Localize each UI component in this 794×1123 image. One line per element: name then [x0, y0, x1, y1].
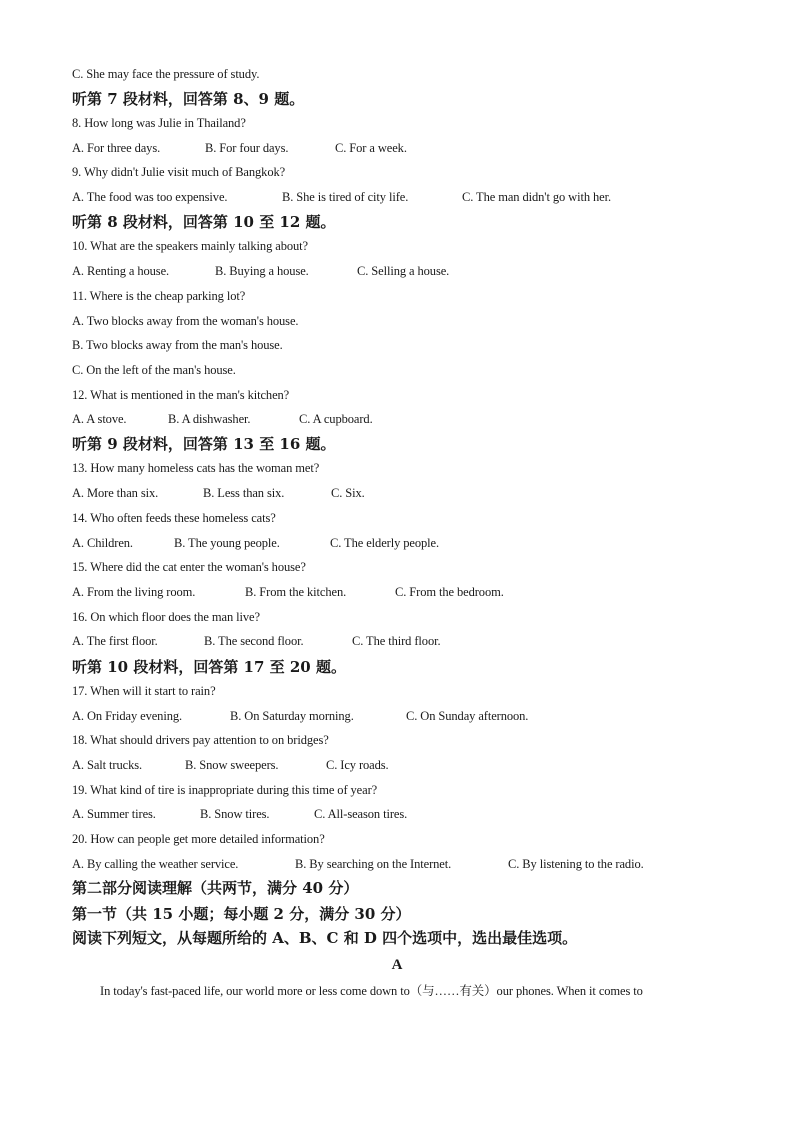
section-heading: 阅读下列短文，从每题所给的 A、B、C 和 D 四个选项中，选出最佳选项。 [72, 929, 578, 947]
section-heading: 第二部分阅读理解（共两节，满分 40 分） [72, 879, 359, 897]
answer-option: C. All-season tires. [314, 807, 408, 821]
passage-label: A [391, 957, 403, 973]
answer-option: A. From the living room. [72, 585, 196, 599]
answer-option: C. The third floor. [352, 634, 441, 648]
answer-option: A. Two blocks away from the woman's house. [72, 314, 299, 328]
section-heading: 听第 7 段材料，回答第 8、9 题。 [72, 90, 305, 108]
answer-option: A. For three days. [72, 141, 161, 155]
answer-option: B. The second floor. [204, 634, 304, 648]
answer-option: B. Two blocks away from the man's house. [72, 338, 283, 352]
answer-option: A. The first floor. [72, 634, 158, 648]
question-text: 12. What is mentioned in the man's kitchen? [72, 388, 290, 402]
answer-option: C. A cupboard. [299, 412, 373, 426]
answer-option: C. On the left of the man's house. [72, 363, 236, 377]
answer-option: B. A dishwasher. [168, 412, 251, 426]
answer-option: C. Icy roads. [326, 758, 389, 772]
answer-option: C. From the bedroom. [395, 585, 504, 599]
answer-option: A. Renting a house. [72, 264, 170, 278]
answer-option: A. Summer tires. [72, 807, 156, 821]
answer-option: B. Snow tires. [200, 807, 270, 821]
answer-option: B. Snow sweepers. [185, 758, 279, 772]
answer-option: B. The young people. [174, 536, 280, 550]
answer-option: C. The elderly people. [330, 536, 439, 550]
question-text: 17. When will it start to rain? [72, 684, 216, 698]
answer-option: C. By listening to the radio. [508, 857, 644, 871]
question-text: 8. How long was Julie in Thailand? [72, 116, 246, 130]
section-heading: 听第 8 段材料，回答第 10 至 12 题。 [72, 213, 336, 231]
answer-option: A. A stove. [72, 412, 127, 426]
answer-option: C. On Sunday afternoon. [406, 709, 529, 723]
question-text: 19. What kind of tire is inappropriate during this time of year? [72, 783, 378, 797]
question-text: 9. Why didn't Julie visit much of Bangkok? [72, 165, 286, 179]
answer-option: B. Buying a house. [215, 264, 309, 278]
section-heading: 听第 10 段材料，回答第 17 至 20 题。 [72, 658, 346, 676]
question-text: 15. Where did the cat enter the woman's house? [72, 560, 306, 574]
answer-option: C. For a week. [335, 141, 407, 155]
question-text: 16. On which floor does the man live? [72, 610, 260, 624]
answer-option: B. For four days. [205, 141, 289, 155]
answer-option: B. She is tired of city life. [282, 190, 409, 204]
answer-option: C. Selling a house. [357, 264, 450, 278]
answer-option: A. By calling the weather service. [72, 857, 239, 871]
question-text: 20. How can people get more detailed information? [72, 832, 325, 846]
section-heading: 听第 9 段材料，回答第 13 至 16 题。 [72, 435, 336, 453]
answer-option: A. The food was too expensive. [72, 190, 228, 204]
answer-option: A. On Friday evening. [72, 709, 183, 723]
answer-option: B. Less than six. [203, 486, 285, 500]
passage-text: In today's fast-paced life, our world more or less come down to（与……有关）our phones. When it comes to [100, 984, 643, 998]
answer-option: A. More than six. [72, 486, 159, 500]
section-heading: 第一节（共 15 小题；每小题 2 分，满分 30 分） [72, 905, 411, 923]
question-text: 11. Where is the cheap parking lot? [72, 289, 246, 303]
answer-option: C. The man didn't go with her. [462, 190, 612, 204]
answer-option: C. Six. [331, 486, 365, 500]
answer-option: C. She may face the pressure of study. [72, 67, 260, 81]
question-text: 18. What should drivers pay attention to on bridges? [72, 733, 329, 747]
question-text: 13. How many homeless cats has the woman met? [72, 461, 320, 475]
question-text: 10. What are the speakers mainly talking about? [72, 239, 308, 253]
answer-option: B. By searching on the Internet. [295, 857, 452, 871]
answer-option: A. Salt trucks. [72, 758, 143, 772]
answer-option: B. On Saturday morning. [230, 709, 354, 723]
answer-option: A. Children. [72, 536, 133, 550]
question-text: 14. Who often feeds these homeless cats? [72, 511, 276, 525]
answer-option: B. From the kitchen. [245, 585, 347, 599]
